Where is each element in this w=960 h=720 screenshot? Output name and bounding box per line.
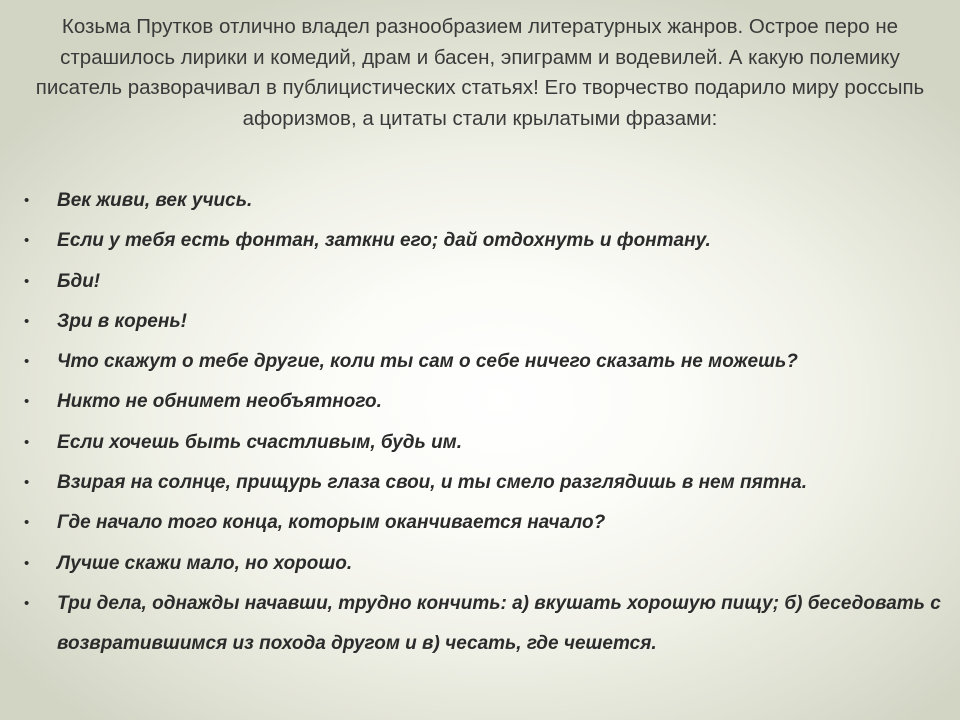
quote-text: Если хочешь быть счастливым, будь им.: [57, 431, 463, 453]
intro-paragraph: Козьма Прутков отлично владел разнообразием литературных жанров. Острое перо не страшилось лирики и комедий, драм и басен, эпиграмм и водевилей. А какую полемику писатель разворачивал в публицистических статьях! Его творчество подарило миру россыпь афоризмов, а цитаты стали крылатыми фразами:: [35, 15, 925, 130]
bullet-icon: •: [24, 192, 30, 209]
quote-text: Что скажут о тебе другие, коли ты сам о себе ничего сказать не можешь?: [57, 351, 798, 373]
list-item: [0, 262, 960, 302]
aphorism-list: [0, 181, 960, 665]
list-item: [0, 302, 960, 342]
quote-text: Где начало того конца, которым оканчивается начало?: [57, 512, 606, 534]
quote-text: Три дела, однажды начавши, трудно кончить: а) вкушать хорошую пищу; б) беседовать с возвратившимся из похода другом и в) чесать, где чешется.: [57, 592, 941, 655]
list-item: [0, 584, 960, 665]
bullet-icon: •: [24, 433, 30, 451]
list-item: [0, 181, 960, 221]
list-item: [0, 221, 960, 261]
quote-text: Зри в корень!: [57, 310, 187, 332]
bullet-icon: •: [24, 353, 30, 371]
bullet-icon: •: [24, 514, 30, 532]
quote-text: Век живи, век учись.: [57, 190, 253, 211]
quote-text: Взирая на солнце, прищурь глаза свои, и ты смело разглядишь в нем пятна.: [57, 472, 807, 494]
quote-text: Бди!: [57, 270, 101, 292]
bullet-icon: •: [24, 232, 30, 250]
bullet-icon: •: [24, 554, 30, 572]
bullet-icon: •: [24, 393, 30, 411]
list-item: [0, 423, 960, 463]
bullet-icon: •: [24, 272, 30, 290]
list-item: [0, 342, 960, 382]
quote-text: Лучше скажи мало, но хорошо.: [57, 552, 353, 574]
list-item: [0, 382, 960, 422]
bullet-icon: •: [24, 594, 30, 612]
list-item: [0, 544, 960, 584]
list-item: [0, 503, 960, 543]
list-item: [0, 463, 960, 503]
bullet-icon: •: [24, 312, 30, 330]
bullet-icon: •: [24, 474, 30, 492]
quote-text: Если у тебя есть фонтан, заткни его; дай отдохнуть и фонтану.: [57, 230, 711, 252]
quote-text: Никто не обнимет необъятного.: [57, 391, 382, 413]
